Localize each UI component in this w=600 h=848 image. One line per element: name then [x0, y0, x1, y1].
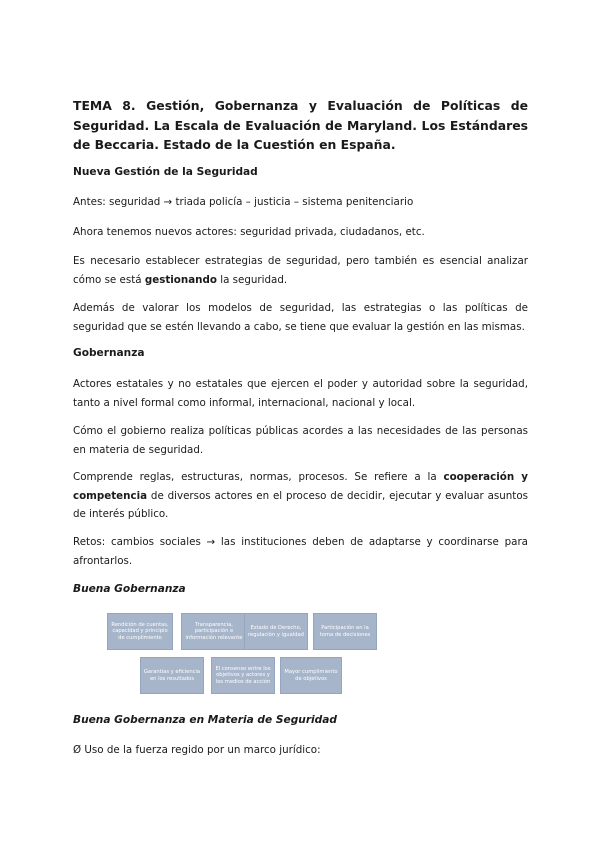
- diagram-box: Garantías y eficiencia en los resultados: [140, 657, 204, 694]
- paragraph: Antes: seguridad → triada policía – justicia – sistema penitenciario: [73, 196, 414, 208]
- paragraph: Retos: cambios sociales → las instituciones deben de adaptarse y coordinarse para afrontarlos.: [73, 536, 528, 567]
- diagram-box: Mayor cumplimiento de objetivos: [280, 657, 342, 694]
- paragraph: Es necesario establecer estrategias de seguridad, pero también es esencial analizar cómo se está gestionando la seguridad.: [73, 255, 528, 286]
- paragraph: Ahora tenemos nuevos actores: seguridad privada, ciudadanos, etc.: [73, 226, 425, 238]
- heading-buena-gobernanza-seguridad: Buena Gobernanza en Materia de Seguridad: [73, 714, 337, 726]
- heading-nueva-gestion: Nueva Gestión de la Seguridad: [73, 166, 258, 178]
- document-title: TEMA 8. Gestión, Gobernanza y Evaluación de Políticas de Seguridad. La Escala de Evaluación de Maryland. Los Estándares de Beccaria. Estado de la Cuestión en España.: [73, 98, 528, 152]
- paragraph: Comprende reglas, estructuras, normas, procesos. Se refiere a la cooperación y competencia de diversos actores en el proceso de decidir, ejecutar y evaluar asuntos de interés público.: [73, 471, 529, 520]
- diagram-box: Rendición de cuentas, capacidad y principio de cumplimiento: [107, 613, 173, 650]
- heading-buena-gobernanza: Buena Gobernanza: [73, 583, 186, 595]
- diagram-box: Estado de Derecho, regulación y igualdad: [244, 613, 308, 650]
- paragraph: Además de valorar los modelos de seguridad, las estrategias o las políticas de seguridad que se estén llevando a cabo, se tiene que evaluar la gestión en las mismas.: [73, 302, 528, 333]
- diagram-box: Participación en la toma de decisiones: [313, 613, 377, 650]
- heading-gobernanza: Gobernanza: [73, 347, 145, 359]
- paragraph: Ø Uso de la fuerza regido por un marco jurídico:: [73, 744, 321, 756]
- diagram-box: El consenso entre los objetivos y actores y los medios de acción: [211, 657, 275, 694]
- paragraph: Cómo el gobierno realiza políticas públicas acordes a las necesidades de las personas en materia de seguridad.: [73, 425, 528, 456]
- diagram-box: Transparencia, participación e información relevante: [181, 613, 247, 650]
- paragraph: Actores estatales y no estatales que ejercen el poder y autoridad sobre la seguridad, tanto a nivel formal como informal, internacional, nacional y local.: [73, 378, 528, 409]
